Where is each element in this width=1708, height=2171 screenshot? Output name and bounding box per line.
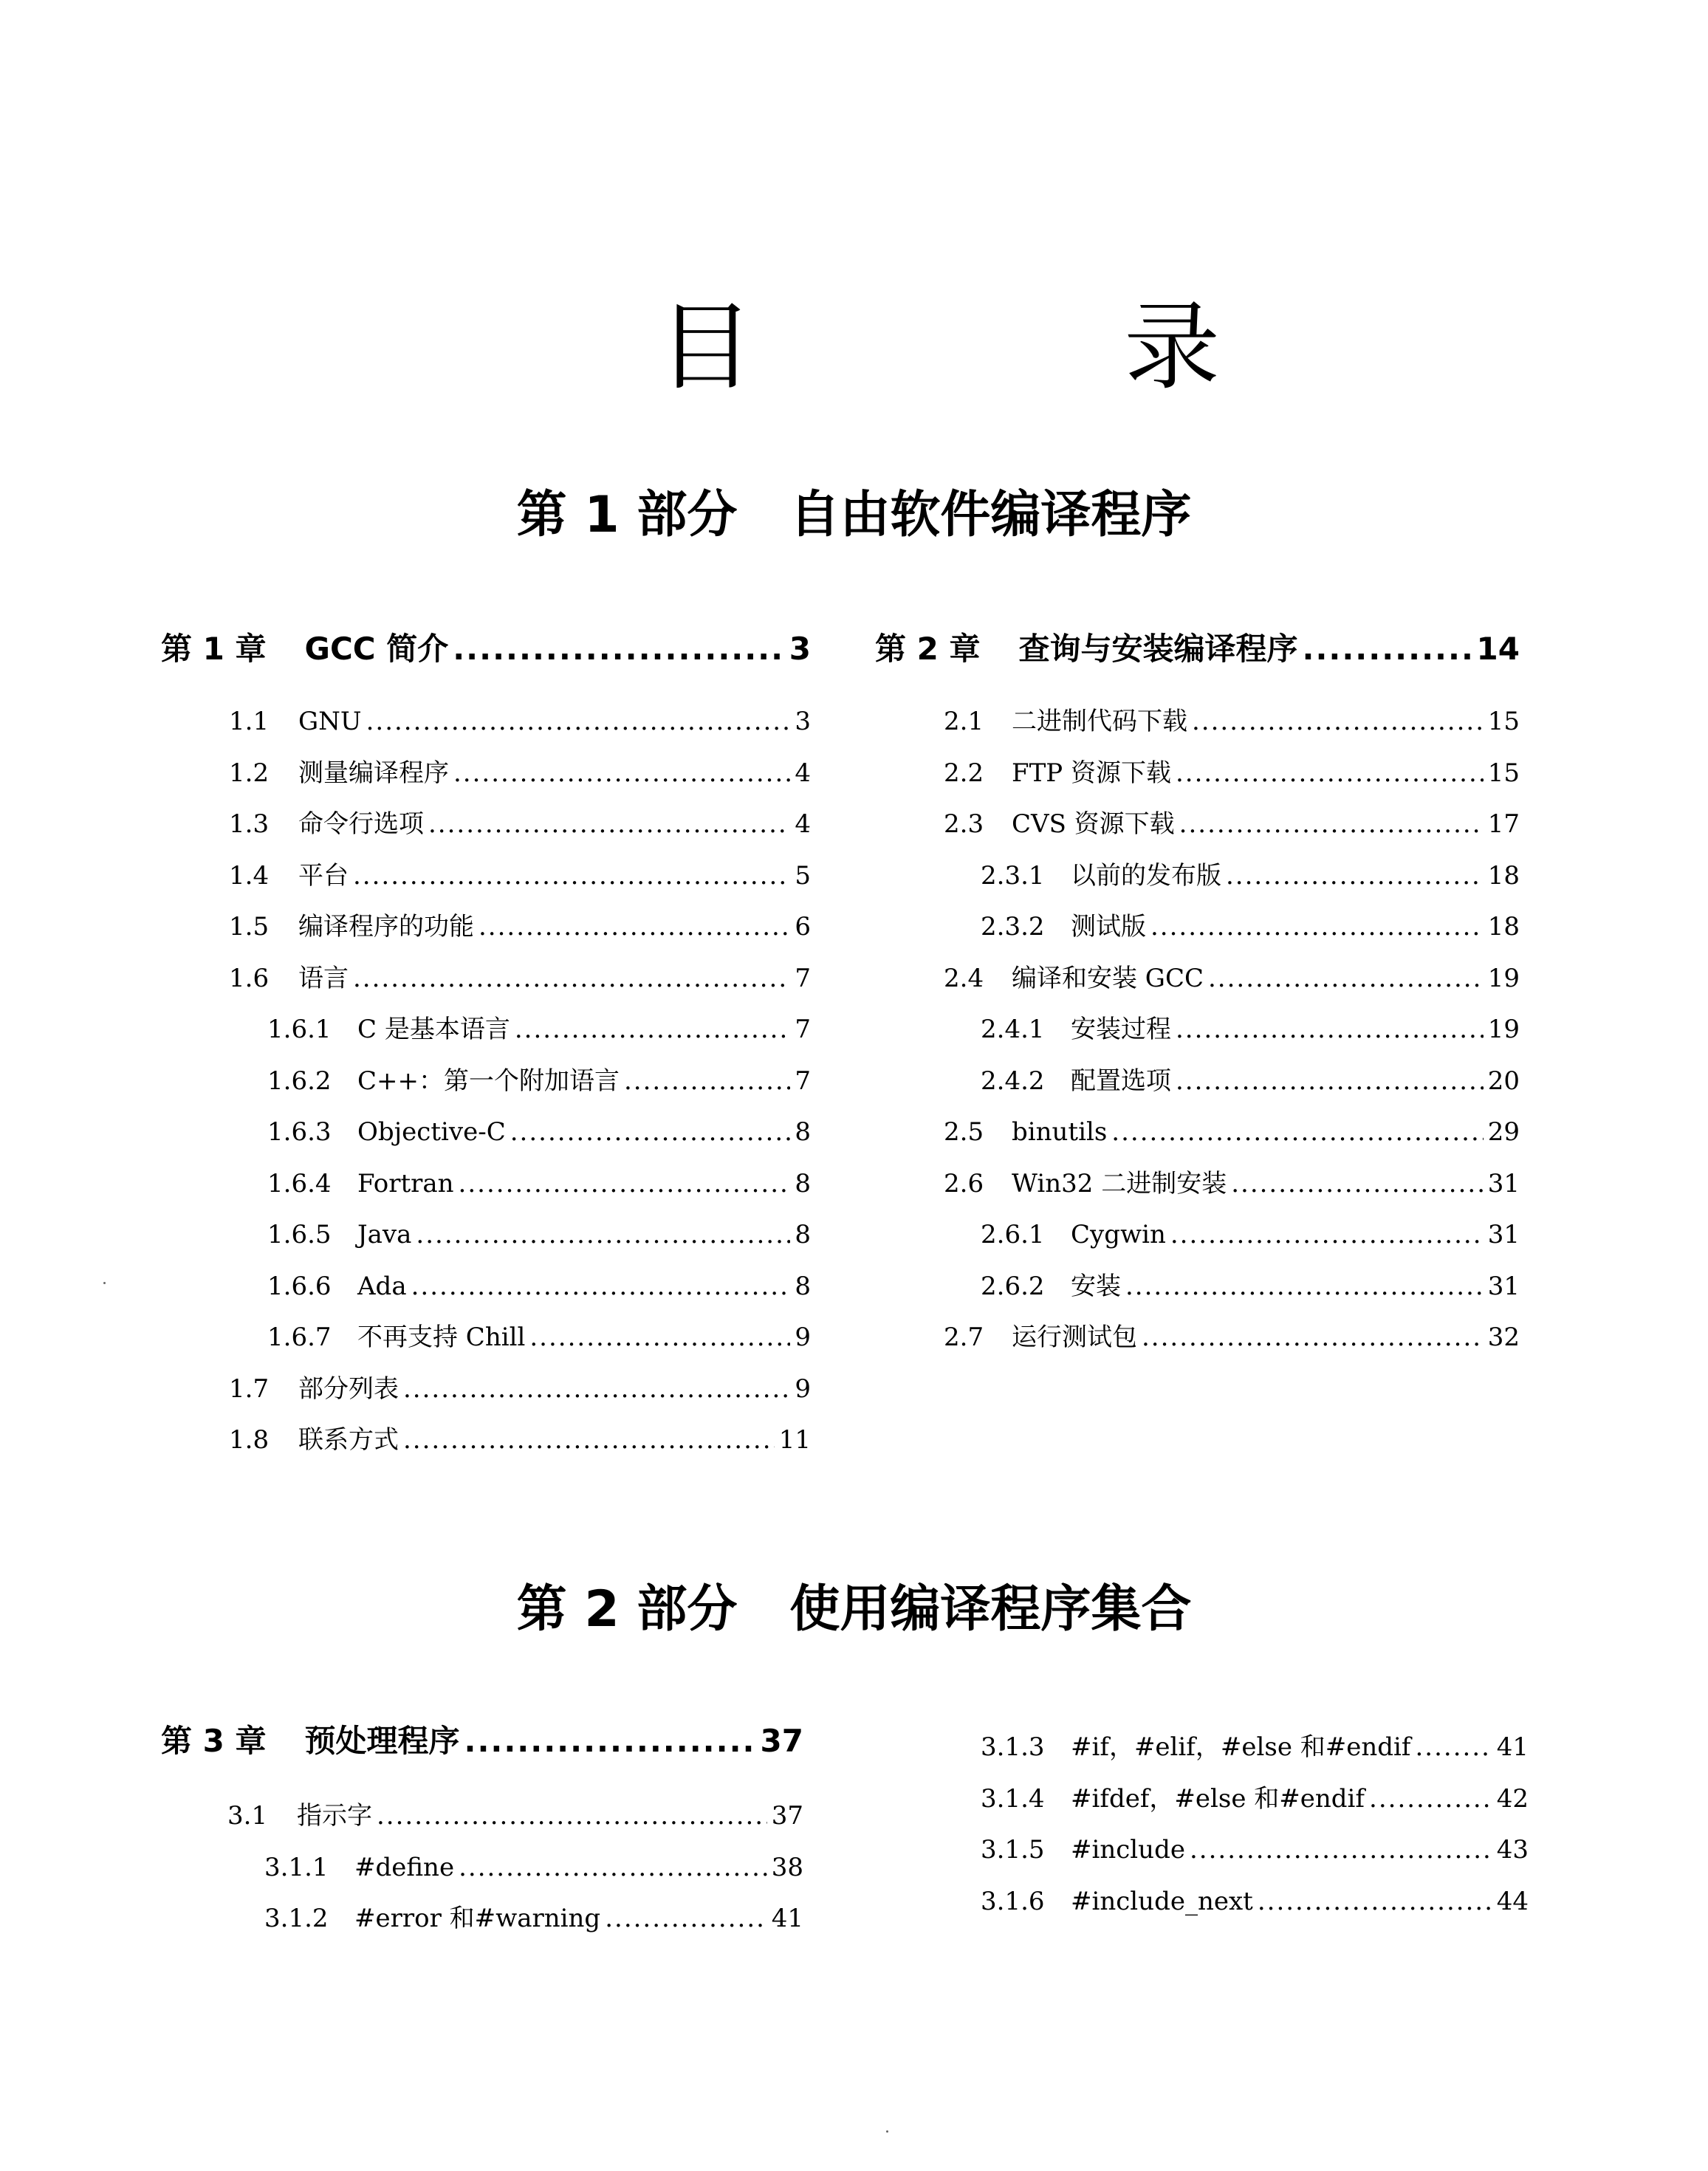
toc-entry[interactable] <box>229 953 811 1005</box>
toc-entries-left <box>227 1791 803 1945</box>
toc-entry[interactable] <box>227 1842 803 1894</box>
entry-title: C 是基本语言 <box>357 1015 510 1044</box>
entry-page: 15 <box>1487 758 1520 788</box>
chapter-number: 第 1 章 <box>161 631 267 667</box>
leader-dots <box>479 902 790 953</box>
leader-dots <box>1369 1774 1492 1825</box>
entry-page: 8 <box>795 1220 811 1249</box>
leader-dots <box>453 627 785 671</box>
toc-entry[interactable] <box>944 696 1520 748</box>
leader-dots <box>529 1312 790 1364</box>
entry-number: 2.5 <box>944 1117 984 1147</box>
entry-page: 20 <box>1487 1066 1520 1096</box>
toc-entry[interactable] <box>229 851 811 902</box>
toc-entry[interactable] <box>229 1261 811 1313</box>
leader-dots <box>1125 1261 1484 1313</box>
entry-page: 31 <box>1487 1271 1520 1301</box>
entry-number: 3.1.1 <box>264 1852 329 1882</box>
entry-title: Fortran <box>357 1168 454 1198</box>
leader-dots <box>1179 799 1484 851</box>
chapter-heading[interactable] <box>875 627 1520 671</box>
toc-entry[interactable] <box>944 851 1520 902</box>
entry-number: 2.1 <box>944 707 984 736</box>
entry-page: 7 <box>795 1066 811 1096</box>
toc-entry[interactable] <box>229 799 811 851</box>
entry-title: 二进制代码下载 <box>1012 707 1187 736</box>
entry-title: 配置选项 <box>1071 1066 1171 1096</box>
toc-entry[interactable] <box>229 902 811 953</box>
toc-entry[interactable] <box>944 953 1520 1005</box>
entry-page: 19 <box>1487 963 1520 993</box>
entry-number: 2.4 <box>944 963 984 993</box>
leader-dots <box>411 1261 791 1313</box>
chapter-title: 查询与安装编译程序 <box>1018 631 1298 667</box>
entry-number: 1.6.1 <box>267 1015 332 1044</box>
toc-entry[interactable] <box>944 1107 1520 1159</box>
toc-entry[interactable] <box>944 1210 1520 1261</box>
leader-dots <box>1176 748 1484 800</box>
entry-number: 2.7 <box>944 1323 984 1352</box>
entry-page: 43 <box>1496 1835 1529 1865</box>
toc-entry[interactable] <box>944 1004 1520 1056</box>
toc-entry[interactable] <box>229 1056 811 1108</box>
entry-title: Java <box>357 1220 412 1249</box>
entry-page: 4 <box>795 758 811 788</box>
entry-number: 3.1.5 <box>981 1835 1045 1865</box>
entry-page: 5 <box>795 860 811 891</box>
entry-number: 3.1.6 <box>981 1886 1045 1916</box>
leader-dots <box>1192 696 1484 748</box>
entry-title: 安装过程 <box>1071 1015 1171 1044</box>
entry-title: #ifdef，#else 和#endif <box>1071 1783 1365 1814</box>
leader-dots <box>1258 1876 1492 1928</box>
entry-title: 以前的发布版 <box>1071 860 1221 891</box>
chapter-number: 第 3 章 <box>161 1723 267 1759</box>
entry-number: 2.3 <box>944 809 984 839</box>
toc-entry[interactable] <box>944 1312 1520 1364</box>
leader-dots <box>510 1107 791 1159</box>
entry-page: 32 <box>1487 1323 1520 1352</box>
entry-page: 19 <box>1487 1015 1520 1044</box>
entry-number: 2.2 <box>944 758 984 788</box>
toc-entry[interactable] <box>229 1159 811 1210</box>
leader-dots <box>1302 627 1472 671</box>
entry-page: 31 <box>1487 1220 1520 1249</box>
entry-title: #if，#elif，#else 和#endif <box>1071 1732 1411 1762</box>
leader-dots <box>353 851 790 902</box>
entry-title: 安装 <box>1071 1271 1121 1301</box>
entry-number: 1.8 <box>229 1425 270 1455</box>
leader-dots <box>1208 953 1484 1005</box>
entry-page: 41 <box>1496 1732 1529 1762</box>
toc-entry[interactable] <box>229 1415 811 1467</box>
entry-page: 17 <box>1487 809 1520 839</box>
toc-entry[interactable] <box>944 1056 1520 1108</box>
entry-page: 31 <box>1487 1168 1520 1198</box>
toc-entry[interactable] <box>944 748 1520 800</box>
leader-dots <box>1176 1056 1484 1108</box>
entry-title: 运行测试包 <box>1012 1323 1137 1352</box>
entry-page: 9 <box>795 1373 811 1404</box>
leader-dots <box>605 1893 767 1945</box>
entry-number: 1.6.6 <box>267 1271 332 1301</box>
entry-number: 1.6.3 <box>267 1117 332 1147</box>
toc-entry[interactable] <box>944 1261 1520 1313</box>
entry-page: 37 <box>771 1801 803 1831</box>
toc-entry[interactable] <box>944 799 1520 851</box>
toc-entry[interactable] <box>944 1159 1520 1210</box>
entry-number: 3.1 <box>227 1801 268 1831</box>
entry-title: 部分列表 <box>298 1373 399 1404</box>
toc-entry[interactable] <box>229 1107 811 1159</box>
leader-dots <box>1111 1107 1483 1159</box>
leader-dots <box>403 1415 775 1467</box>
entry-number: 1.6 <box>229 963 270 993</box>
leader-dots <box>403 1364 790 1416</box>
entry-number: 1.7 <box>229 1373 270 1404</box>
entry-number: 2.3.2 <box>981 912 1045 942</box>
leader-dots <box>459 1842 767 1894</box>
toc-entry[interactable] <box>229 748 811 800</box>
entry-page: 18 <box>1487 912 1520 942</box>
page-title: 目 录 <box>657 291 1390 403</box>
toc-column-right <box>875 627 1520 671</box>
entry-title: 编译程序的功能 <box>298 912 474 942</box>
entry-title: 指示字 <box>297 1801 372 1831</box>
entry-page: 6 <box>795 912 811 942</box>
entry-number: 1.6.7 <box>267 1323 332 1352</box>
entry-page: 42 <box>1496 1783 1529 1814</box>
entry-number: 3.1.3 <box>981 1732 1045 1762</box>
entry-page: 7 <box>795 1015 811 1044</box>
entry-page: 3 <box>795 707 811 736</box>
entry-title: 编译和安装 GCC <box>1012 963 1204 993</box>
scan-speck <box>886 2130 888 2133</box>
toc-entry[interactable] <box>229 1312 811 1364</box>
entry-title: C++：第一个附加语言 <box>357 1066 620 1096</box>
entry-page: 11 <box>778 1425 811 1455</box>
entry-page: 18 <box>1487 860 1520 891</box>
entry-number: 2.6.1 <box>981 1220 1045 1249</box>
entry-number: 2.6 <box>944 1168 984 1198</box>
chapter-heading[interactable] <box>161 1719 803 1763</box>
chapter-page: 37 <box>760 1723 803 1759</box>
entry-number: 1.6.4 <box>267 1168 332 1198</box>
leader-dots <box>459 1159 791 1210</box>
entry-page: 9 <box>795 1323 811 1352</box>
part-title: 第 1 部分 自由软件编译程序 <box>516 486 1192 544</box>
leader-dots <box>464 1719 755 1763</box>
entry-title: FTP 资源下载 <box>1012 758 1171 788</box>
entry-page: 8 <box>795 1117 811 1147</box>
entry-title: 不再支持 Chill <box>357 1323 526 1352</box>
entry-number: 2.4.1 <box>981 1015 1045 1044</box>
toc-column-left <box>161 1719 803 1763</box>
leader-dots <box>353 953 790 1005</box>
entry-page: 15 <box>1487 707 1520 736</box>
entry-number: 2.6.2 <box>981 1271 1045 1301</box>
entry-page: 8 <box>795 1168 811 1198</box>
toc-entry[interactable] <box>981 1722 1529 1774</box>
toc-entry[interactable] <box>981 1825 1529 1876</box>
toc-entry[interactable] <box>229 1004 811 1056</box>
entry-title: 联系方式 <box>298 1425 399 1455</box>
entry-number: 1.3 <box>229 809 270 839</box>
entry-title: #define <box>354 1852 455 1882</box>
entry-number: 1.4 <box>229 860 270 891</box>
part-title: 第 2 部分 使用编译程序集合 <box>516 1580 1192 1639</box>
entry-number: 1.5 <box>229 912 270 942</box>
leader-dots <box>1170 1210 1484 1261</box>
toc-entries-left <box>229 696 811 1467</box>
entry-title: #error 和#warning <box>354 1904 601 1933</box>
entry-number: 1.6.5 <box>267 1220 332 1249</box>
entry-title: Cygwin <box>1071 1220 1166 1249</box>
entry-page: 7 <box>795 963 811 993</box>
leader-dots <box>366 696 791 748</box>
toc-entry[interactable] <box>229 696 811 748</box>
toc-entry[interactable] <box>229 1210 811 1261</box>
toc-entry[interactable] <box>229 1364 811 1416</box>
toc-entry[interactable] <box>227 1893 803 1945</box>
entry-title: Ada <box>357 1271 407 1301</box>
toc-entries-right <box>981 1722 1529 1927</box>
leader-dots <box>377 1791 767 1842</box>
scan-speck <box>103 1282 106 1284</box>
leader-dots <box>1226 851 1484 902</box>
leader-dots <box>1176 1004 1484 1056</box>
entry-number: 2.4.2 <box>981 1066 1045 1096</box>
entry-title: GNU <box>298 707 362 736</box>
entry-title: 测试版 <box>1071 912 1146 942</box>
leader-dots <box>515 1004 791 1056</box>
chapter-page: 3 <box>789 631 811 667</box>
entry-title: 平台 <box>298 860 349 891</box>
leader-dots <box>428 799 790 851</box>
entry-page: 8 <box>795 1271 811 1301</box>
entry-title: #include_next <box>1071 1886 1253 1916</box>
leader-dots <box>1150 902 1484 953</box>
entry-title: CVS 资源下载 <box>1012 809 1175 839</box>
toc-entry[interactable] <box>981 1774 1529 1825</box>
toc-entry[interactable] <box>227 1791 803 1842</box>
leader-dots <box>416 1210 790 1261</box>
entry-title: 命令行选项 <box>298 809 424 839</box>
entry-page: 29 <box>1487 1117 1520 1147</box>
entry-title: binutils <box>1012 1117 1108 1147</box>
entry-number: 1.2 <box>229 758 270 788</box>
toc-entry[interactable] <box>981 1876 1529 1928</box>
toc-entry[interactable] <box>944 902 1520 953</box>
leader-dots <box>1190 1825 1492 1876</box>
chapter-number: 第 2 章 <box>875 631 981 667</box>
leader-dots <box>1415 1722 1492 1774</box>
entry-number: 1.6.2 <box>267 1066 332 1096</box>
entry-page: 38 <box>771 1852 803 1882</box>
leader-dots <box>453 748 790 800</box>
chapter-title: 预处理程序 <box>304 1723 460 1759</box>
entry-number: 2.3.1 <box>981 860 1045 891</box>
toc-column-left <box>161 627 811 671</box>
leader-dots <box>624 1056 790 1108</box>
leader-dots <box>1231 1159 1484 1210</box>
entry-title: Objective-C <box>357 1117 506 1147</box>
entry-page: 44 <box>1496 1886 1529 1916</box>
entry-number: 3.1.2 <box>264 1904 329 1933</box>
chapter-title: GCC 简介 <box>304 631 449 667</box>
leader-dots <box>1142 1312 1484 1364</box>
toc-entries-right <box>944 696 1520 1364</box>
chapter-page: 14 <box>1476 631 1520 667</box>
entry-title: #include <box>1071 1835 1185 1865</box>
entry-title: 语言 <box>298 963 349 993</box>
entry-number: 1.1 <box>229 707 270 736</box>
entry-title: Win32 二进制安装 <box>1012 1168 1227 1198</box>
entry-page: 4 <box>795 809 811 839</box>
entry-title: 测量编译程序 <box>298 758 449 788</box>
entry-number: 3.1.4 <box>981 1783 1045 1814</box>
entry-page: 41 <box>771 1904 803 1933</box>
chapter-heading[interactable] <box>161 627 811 671</box>
